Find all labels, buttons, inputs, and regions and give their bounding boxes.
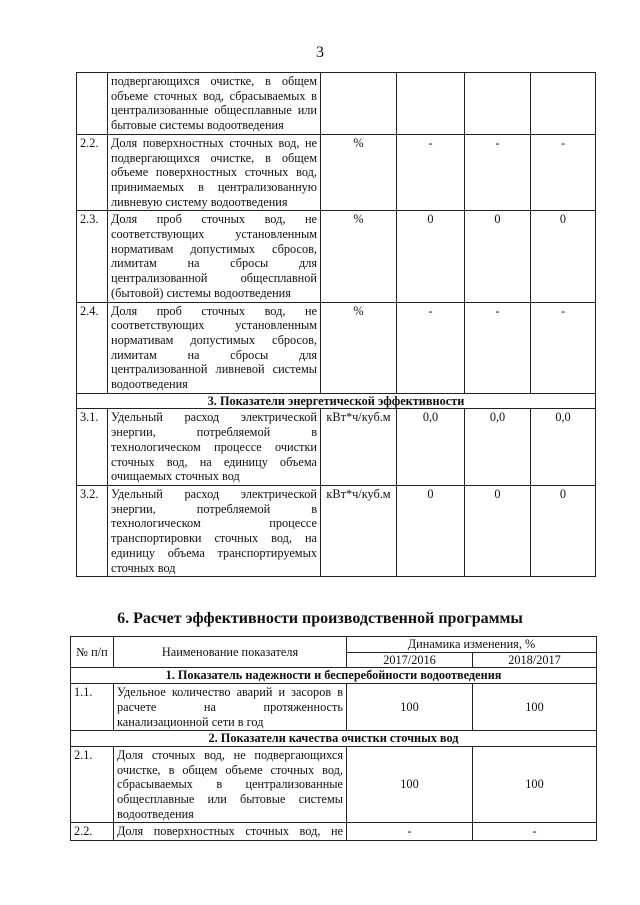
value-2017-2016: 100 xyxy=(347,684,473,731)
value-col-2: 0 xyxy=(465,211,531,302)
value-col-3: - xyxy=(531,134,596,211)
column-header-2017-2016: 2017/2016 xyxy=(347,652,473,668)
section-header-energy-efficiency xyxy=(77,393,596,409)
unit-cell: % xyxy=(321,211,397,302)
table-row xyxy=(71,746,597,823)
table-row xyxy=(77,211,596,302)
value-col-2: 0,0 xyxy=(465,409,531,486)
indicator-name: Удельный расход электрической энергии, потребляемой в технологическом процессе очистки сточных вод, на единицу объема очищаемых сточных вод xyxy=(108,409,321,486)
unit-cell: % xyxy=(321,302,397,393)
unit-cell: кВт*ч/куб.м xyxy=(321,485,397,576)
table-header-row xyxy=(71,637,597,653)
table-row xyxy=(71,823,597,841)
table-row xyxy=(77,134,596,211)
value-col-1: 0 xyxy=(397,211,465,302)
table-row xyxy=(71,684,597,731)
value-2018-2017: 100 xyxy=(473,684,597,731)
table-row xyxy=(77,409,596,486)
value-2018-2017: 100 xyxy=(473,746,597,823)
value-col-2: 0 xyxy=(465,485,531,576)
value-col-3: - xyxy=(531,302,596,393)
value-col-3: 0 xyxy=(531,211,596,302)
column-header-name: Наименование показателя xyxy=(114,637,347,668)
indicator-name: Удельный расход электрической энергии, потребляемой в технологическом процессе транспортировки сточных вод, на единицу объема транспортируемых сточных вод xyxy=(108,485,321,576)
page-number: 3 xyxy=(316,44,324,61)
efficiency-table xyxy=(70,636,597,841)
row-number: 2.2. xyxy=(77,134,108,211)
indicators-table-continued xyxy=(76,72,596,577)
section-header-treatment-quality xyxy=(71,731,597,747)
row-number: 2.2. xyxy=(71,823,114,841)
indicator-name: Доля поверхностных сточных вод, не xyxy=(114,823,347,841)
value-col-3: 0,0 xyxy=(531,409,596,486)
column-header-number: № п/п xyxy=(71,637,114,668)
section-header-reliability xyxy=(71,668,597,684)
row-number: 2.3. xyxy=(77,211,108,302)
value-2018-2017: - xyxy=(473,823,597,841)
row-number: 2.4. xyxy=(77,302,108,393)
indicator-name: Доля сточных вод, не подвергающихся очистке, в общем объеме сточных вод, сбрасываемых в централизованные общесплавные или бытовые системы водоотведения xyxy=(114,746,347,823)
value-col-2 xyxy=(465,73,531,135)
value-2017-2016: - xyxy=(347,823,473,841)
table-row xyxy=(77,302,596,393)
indicator-name: подвергающихся очистке, в общем объеме сточных вод, сбрасываемых в централизованные общесплавные или бытовые системы водоотведения xyxy=(108,73,321,135)
value-col-1: 0 xyxy=(397,485,465,576)
unit-cell xyxy=(321,73,397,135)
value-col-2: - xyxy=(465,302,531,393)
value-col-3 xyxy=(531,73,596,135)
indicator-name: Удельное количество аварий и засоров в расчете на протяженность канализационной сети в год xyxy=(114,684,347,731)
value-col-3: 0 xyxy=(531,485,596,576)
value-col-1: 0,0 xyxy=(397,409,465,486)
unit-cell: % xyxy=(321,134,397,211)
section-title: 1. Показатель надежности и бесперебойности водоотведения xyxy=(71,668,597,684)
value-col-1: - xyxy=(397,134,465,211)
indicator-name: Доля поверхностных сточных вод, не подвергающихся очистке, в общем объеме поверхностных сточных вод, принимаемых в централизованную ливневую систему водоотведения xyxy=(108,134,321,211)
indicator-name: Доля проб сточных вод, не соответствующих установленным нормативам допустимых сбросов, лимитам на сбросы для централизованной ливневой системы водоотведения xyxy=(108,302,321,393)
indicator-name: Доля проб сточных вод, не соответствующих установленным нормативам допустимых сбросов, лимитам на сбросы для централизованной общесплавной (бытовой) системы водоотведения xyxy=(108,211,321,302)
section-heading: 6. Расчет эффективности производственной программы xyxy=(117,610,523,627)
column-header-2018-2017: 2018/2017 xyxy=(473,652,597,668)
row-number: 1.1. xyxy=(71,684,114,731)
table-row xyxy=(77,485,596,576)
section-title: 3. Показатели энергетической эффективности xyxy=(77,393,596,409)
unit-cell: кВт*ч/куб.м xyxy=(321,409,397,486)
value-2017-2016: 100 xyxy=(347,746,473,823)
value-col-2: - xyxy=(465,134,531,211)
row-number: 3.1. xyxy=(77,409,108,486)
row-number: 3.2. xyxy=(77,485,108,576)
row-number: 2.1. xyxy=(71,746,114,823)
value-col-1: - xyxy=(397,302,465,393)
column-header-dynamics: Динамика изменения, % xyxy=(347,637,597,653)
section-title: 2. Показатели качества очистки сточных вод xyxy=(71,731,597,747)
row-number xyxy=(77,73,108,135)
table-row xyxy=(77,73,596,135)
value-col-1 xyxy=(397,73,465,135)
